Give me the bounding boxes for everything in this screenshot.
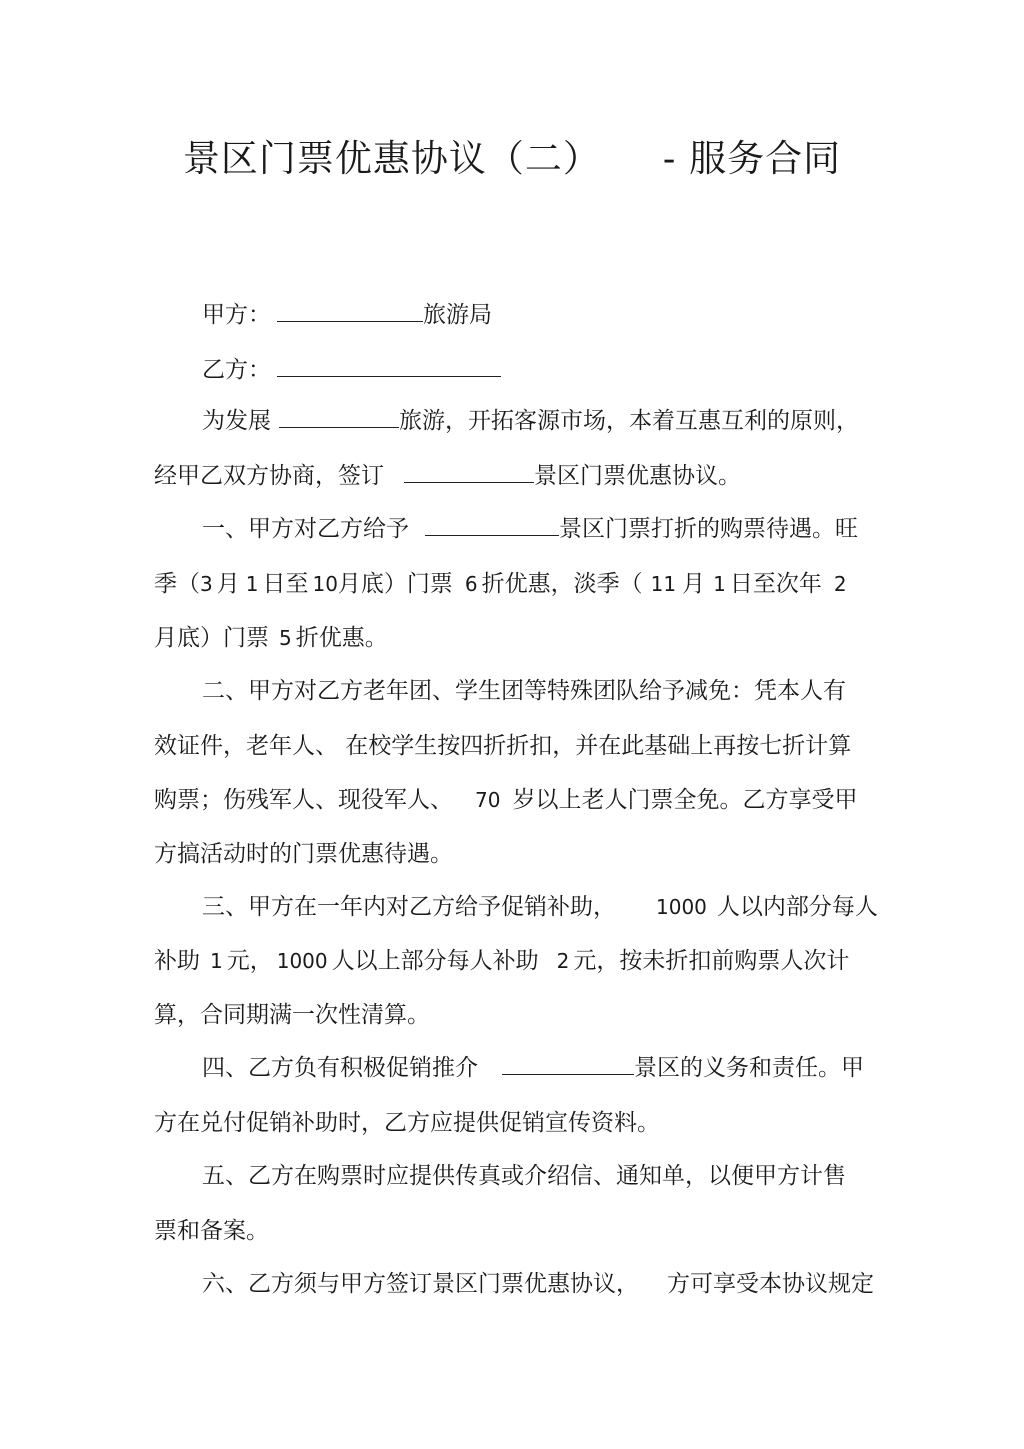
- clause-number: 11: [650, 572, 677, 596]
- clause-3-line-1: [202, 892, 922, 922]
- clause-4-line-1: [202, 1053, 922, 1083]
- title-suffix: - 服务合同: [662, 137, 842, 180]
- clause-text: 二、甲方对乙方老年团、学生团等特殊团队给予减免：凭本人有: [202, 678, 846, 704]
- clause-text: 月: [216, 571, 240, 597]
- document-title: [0, 128, 1024, 182]
- clause-number: 1: [210, 949, 223, 973]
- clause-2-line-2: [154, 731, 874, 761]
- clause-text: 月: [682, 571, 706, 597]
- clause-2-line-1: [202, 676, 922, 706]
- clause-text: 折优惠，淡季（: [481, 571, 643, 597]
- clause-1-line-2: [154, 569, 874, 599]
- clause-number: 10: [312, 572, 338, 596]
- party-a-suffix: 旅游局: [423, 302, 492, 328]
- clause-text: 景区门票打折的购票待遇。旺: [559, 516, 858, 542]
- clause-text: 月底）门票: [337, 571, 453, 597]
- clause-3-line-3: [154, 1000, 874, 1030]
- clause-5-line-2: [154, 1216, 874, 1246]
- clause-text: 景区的义务和责任。甲: [634, 1055, 864, 1081]
- clause-3-line-2: [154, 946, 874, 976]
- party-b-blank: [277, 356, 501, 377]
- intro-text: 为发展: [202, 408, 271, 434]
- clause-text: 月底）门票: [154, 625, 269, 651]
- clause-text: 岁以上老人门票全免。乙方享受甲: [512, 787, 858, 813]
- clause-number: 2: [556, 949, 570, 973]
- clause-text: 五、乙方在购票时应提供传真或介绍信、通知单，以便甲方计售: [202, 1163, 846, 1189]
- clause-text: 三、甲方在一年内对乙方给予促销补助，: [202, 894, 616, 920]
- clause-6-line-1: [202, 1269, 922, 1299]
- clause-1-line-3: [154, 623, 874, 653]
- intro-text: 旅游，开拓客源市场，本着互惠互利的原则，: [399, 408, 859, 434]
- clause-text: 日至次年: [729, 571, 822, 597]
- clause-4-line-2: [154, 1108, 874, 1138]
- clause-4-blank: [502, 1054, 634, 1075]
- clause-text: 季（: [154, 571, 200, 597]
- party-a-line: [202, 300, 922, 330]
- clause-1-line-1: [202, 514, 922, 544]
- clause-5-line-1: [202, 1161, 922, 1191]
- clause-text: 折优惠。: [295, 625, 388, 651]
- intro-blank-2: [404, 462, 534, 483]
- clause-number: 1000: [276, 949, 328, 973]
- clause-text: 补助: [154, 948, 200, 974]
- party-a-label: 甲方：: [202, 302, 271, 328]
- clause-number: 3: [200, 572, 213, 596]
- clause-2-line-3: [154, 785, 874, 815]
- clause-2-line-4: [154, 839, 874, 869]
- clause-text: 六、乙方须与甲方签订景区门票优惠协议，: [202, 1271, 639, 1297]
- clause-text: 人以上部分每人补助: [331, 948, 539, 974]
- clause-text: 方搞活动时的门票优惠待遇。: [154, 841, 453, 867]
- clause-number: 5: [279, 626, 292, 650]
- clause-text: 方在兑付促销补助时，乙方应提供促销宣传资料。: [154, 1110, 660, 1136]
- clause-text: 一、甲方对乙方给予: [202, 516, 409, 542]
- clause-number: 1: [245, 572, 259, 596]
- intro-line-1: [202, 406, 922, 436]
- clause-text: 日至: [262, 571, 309, 597]
- intro-blank-1: [279, 407, 399, 428]
- clause-number: 70: [475, 788, 501, 812]
- intro-text: 经甲乙双方协商，签订: [154, 463, 384, 489]
- clause-1-blank: [425, 515, 559, 536]
- clause-text: 效证件，老年人、 在校学生按四折折扣，并在此基础上再按七折计算: [154, 733, 852, 759]
- clause-number: 6: [464, 572, 478, 596]
- clause-text: 元，按未折扣前购票人次计: [573, 948, 850, 974]
- party-b-line: [202, 355, 922, 385]
- intro-line-2: [154, 461, 874, 491]
- clause-number: 2: [833, 572, 847, 596]
- clause-text: 人以内部分每人: [716, 894, 878, 920]
- clause-text: 算，合同期满一次性清算。: [154, 1002, 430, 1028]
- clause-text: 四、乙方负有积极促销推介: [202, 1055, 478, 1081]
- clause-text: 元，: [226, 948, 273, 974]
- clause-text: 票和备案。: [154, 1218, 269, 1244]
- intro-text: 景区门票优惠协议。: [534, 463, 741, 489]
- title-main: 景区门票优惠协议（二）: [182, 137, 601, 180]
- clause-number: 1: [713, 572, 726, 596]
- clause-number: 1000: [656, 895, 707, 919]
- clause-text: 方可享受本协议规定: [667, 1271, 874, 1297]
- clause-text: 购票；伤残军人、现役军人、: [154, 787, 453, 813]
- party-a-blank: [277, 301, 423, 322]
- party-b-label: 乙方：: [202, 357, 271, 383]
